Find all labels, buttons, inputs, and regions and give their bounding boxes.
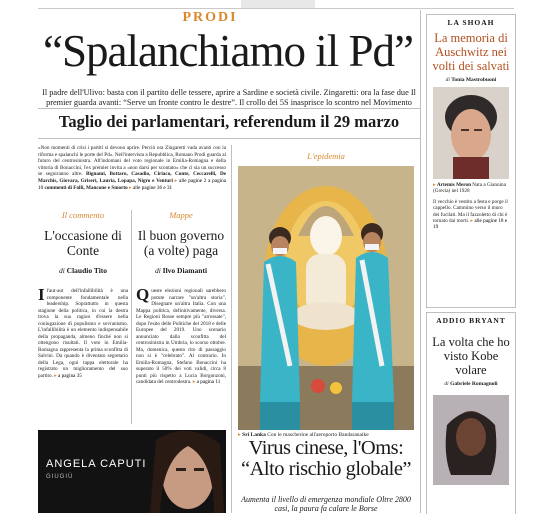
shoah-title: LA SHOAH: [447, 18, 495, 27]
caption-text: Con le mascherine all'aeroporto Bandaranaike: [267, 432, 369, 438]
shoah-byline: di Tonia Mastrobuoni: [445, 77, 497, 83]
bryant-byline: di Gabriele Romagnoli: [444, 381, 498, 387]
bryant-illustration: [433, 395, 509, 485]
dropcap: Q: [136, 285, 150, 304]
secondary-headline[interactable]: Taglio dei parlamentari, referendum il 29 marzo: [58, 112, 400, 131]
mappe-title[interactable]: Il buon governo (a volte) paga: [137, 228, 225, 258]
brief-pages-a: ▸ alle pagine 2 a pagina 10: [38, 177, 227, 191]
shoah-box: [426, 14, 516, 308]
advertisement[interactable]: [38, 430, 226, 513]
mappe-body: Queste elezioni regionali sarebbero potute narrare "un'altra storia". Disegnare un'altra Italia. Con una Mappa politica, definitivamente, diversa. Le Regioni Rosse sempre più "arrossate", dopo l'esito delle Politiche del 2018 e delle Europee del 2019. Uno scenario annunciato dalla sconfitta del centrosinistra in Umbria, lo scorso ottobre. Ma, domenica, questo rito di passaggio non si è "celebrato". Al contrario. In Emilia-Romagna, Stefano Bonaccini ha superato il 50% dei voti validi, circa 8 punti più rispetto a Lucia Borgonzoni, candidata del centrodestra. ▸ a pagina 11: [136, 285, 226, 385]
bryant-headline[interactable]: La volta che ho visto Kobe volare: [432, 335, 510, 377]
divider: [38, 138, 420, 139]
epidemia-deck: Aumenta il livello di emergenza mondiale Oltre 2800 casi, la paura fa calare le Borse: [241, 495, 411, 513]
subheadline: Il padre dell'Ulivo: basta con il partito delle tessere, aprire a Sardine e società civile. Zingaretti: ora la fase due Il premier guarda avanti: “Serve un fronte contro le destre”. Il crollo dei 5S inasprisce lo scontro nel Movimento: [42, 88, 416, 107]
epidemia-label: L'epidemia: [307, 151, 345, 161]
ad-brand: ANGELA CAPUTI: [46, 458, 147, 470]
commento-author: Claudio Tito: [66, 266, 108, 275]
shoah-portrait[interactable]: [433, 87, 509, 179]
mappe-author: Ilvo Diamanti: [162, 266, 208, 275]
masthead-tab: [241, 0, 315, 8]
mappe-byline: di Ilvo Diamanti: [154, 266, 208, 275]
commento-continue: ▸ a pagina 35: [54, 372, 82, 379]
ad-model-image: [38, 430, 226, 513]
masthead-strip: [38, 0, 514, 9]
kicker: PRODI: [182, 10, 238, 25]
photo-caption: ▸ Sri Lanka Con le mascherine all'aeroporto Bandaranaike: [238, 432, 369, 438]
commento-label: Il commento: [61, 210, 105, 220]
commento-title[interactable]: L'occasione di Conte: [44, 228, 122, 258]
brief-names-b: commenti di Folli, Mancone e Smorto: [44, 184, 128, 191]
epidemia-photo[interactable]: [238, 166, 414, 430]
mappe-continue: ▸ a pagina 11: [192, 379, 221, 385]
divider: [38, 108, 420, 109]
caption-place: Sri Lanka: [242, 432, 266, 438]
commento-body: Il'aut-aut dell'infallibilità è una componente fondamentale nella leadership. Soprattutto in questa stagione della politica, in cui la destra trova la sua ragion d'essere nella coniugazione di populismo e sovranismo. L'infallibilità è un elemento indispensabile della propaganda, almeno finché non si ottengono risultati. Il voto in Emilia-Romagna rappresenta la prima sconfitta di Salvini. Da quando è diventato segretario della Lega, ogni tappa elettorale ha registrato un miglioramento del suo partito. ▸ a pagina 35: [38, 285, 128, 379]
bryant-photo[interactable]: [433, 395, 509, 485]
column-divider: [131, 210, 132, 424]
portrait-illustration: [433, 87, 509, 179]
shoah-text: Il vecchio è vestito a festa e porge il cappello. Cammino verso il muro dei fucilati. Ma il fazzoletto di chi è tornato dai morti. ▸ alle pagine 18 e 19: [433, 198, 508, 231]
main-headline[interactable]: “Spalanchiamo il Pd”: [43, 26, 413, 76]
shoah-headline[interactable]: La memoria di Auschwitz nei volti dei salvati: [432, 31, 510, 73]
lead-brief: [38, 145, 226, 191]
bryant-title: ADDIO BRYANT: [436, 316, 506, 325]
brief-pages-b: ▸ alle pagine 36 e 31: [129, 184, 173, 191]
epidemia-headline[interactable]: Virus cinese, l'Oms: “Alto rischio globale”: [240, 437, 412, 480]
brief-text: «Non momenti di crisi i partiti si devono aprire. Perciò ora Zingaretti vada avanti con la riforma e spalanchi le porte del Pd». Nell'intervista a Repubblica, Romano Prodi guarda al futuro del centrosinistra. All'indomani del voto regionale in Emilia-Romagna e della vittoria di Bonaccini, l'ex premier invita a «non darsi per scontato» che ci sia un successo se seguiranno altre.: [38, 145, 226, 178]
bryant-box: [426, 312, 516, 514]
commento-byline: di Claudio Tito: [58, 266, 108, 275]
shoah-caption: ▸ Artemis Meron Nata a Giannina (Grecia) nel 1928: [433, 182, 506, 195]
brief-names-a: Bignami, Bottaro, Casadio, Ciriaco, Conte, Ceccarelli, De Marchis, Giovara, Griseri, Lauria, Lopapa, Nigro e Venturi: [38, 171, 226, 184]
photo-illustration: [238, 166, 414, 430]
dropcap: I: [38, 285, 45, 304]
ad-subtitle: GIUGIÙ: [46, 474, 74, 480]
column-divider: [420, 10, 421, 513]
mappe-label: Mappe: [169, 210, 193, 220]
